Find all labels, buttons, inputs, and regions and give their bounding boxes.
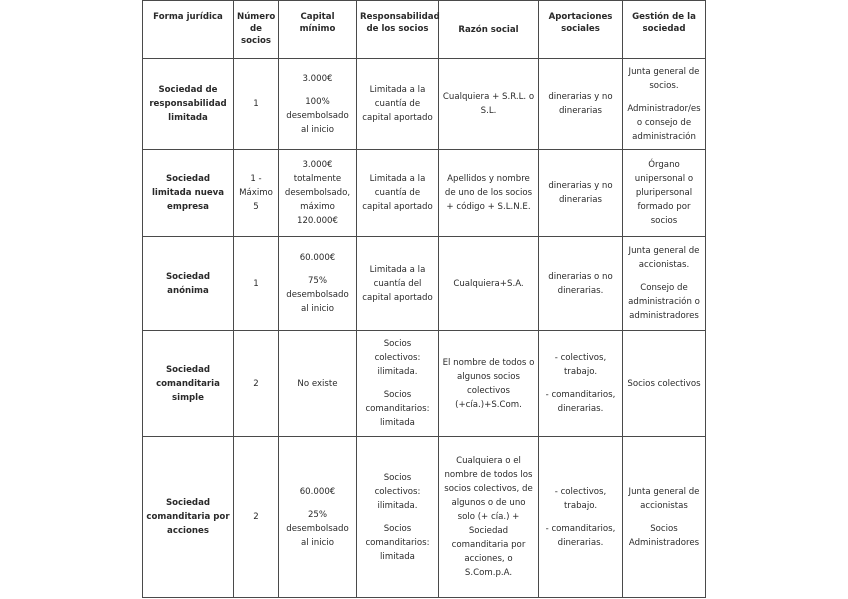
cell-text: Junta general de accionistas: [628, 486, 700, 511]
cell-text: 100% desembolsado al inicio: [286, 96, 349, 135]
cell-capital: [279, 237, 357, 331]
cell-text: 25% desembolsado al inicio: [286, 509, 349, 548]
cell-text: dinerarias o no dinerarias.: [548, 271, 613, 296]
cell-text: - colectivos, trabajo.: [554, 353, 607, 377]
cell-text: - colectivos, trabajo.: [554, 486, 607, 511]
cell-aportaciones: [539, 237, 623, 331]
cell-text: No existe: [297, 378, 338, 389]
header-responsabilidad: Responsabilidad de los socios: [357, 1, 439, 59]
cell-socios: 1: [234, 59, 279, 150]
cell-text: dinerarias y no dinerarias: [548, 92, 613, 116]
cell-text: Órgano unipersonal o pluripersonal formado por socios: [634, 160, 694, 226]
header-capital: Capital mínimo: [279, 1, 357, 59]
cell-forma: Sociedad comanditaria por acciones: [143, 437, 234, 598]
cell-gestion: [623, 331, 706, 437]
cell-gestion: [623, 59, 706, 150]
cell-aportaciones: [539, 331, 623, 437]
cell-aportaciones: [539, 150, 623, 237]
cell-text: Junta general de accionistas.: [628, 246, 700, 270]
cell-text: 3.000€ totalmente desembolsado, máximo 120.000€: [284, 160, 351, 226]
cell-text: Socios colectivos: ilimitada.: [374, 339, 421, 377]
table-row: [143, 331, 706, 437]
cell-text: 3.000€: [302, 73, 333, 84]
cell-text: - comanditarios, dinerarias.: [545, 523, 616, 548]
cell-text: 60.000€: [299, 253, 336, 263]
cell-capital: [279, 331, 357, 437]
cell-text: 75% desembolsado al inicio: [286, 276, 349, 314]
table-row: [143, 150, 706, 237]
header-row: [143, 1, 706, 59]
cell-socios: 2: [234, 331, 279, 437]
header-aportaciones: Aportaciones sociales: [539, 1, 623, 59]
cell-socios: 2: [234, 437, 279, 598]
cell-text: Limitada a la cuantía del capital aportado: [362, 264, 433, 303]
cell-razon: [439, 437, 539, 598]
table-row: [143, 237, 706, 331]
cell-gap: [360, 513, 435, 522]
cell-responsabilidad: [357, 331, 439, 437]
cell-text: Socios Administradores: [628, 523, 700, 548]
cell-gap: [626, 93, 702, 102]
cell-gap: [360, 379, 435, 388]
table-row: [143, 59, 706, 150]
cell-text: Socios colectivos: ilimitada.: [374, 472, 421, 511]
header-forma: Forma jurídica: [143, 1, 234, 59]
cell-gestion: [623, 150, 706, 237]
cell-capital: [279, 150, 357, 237]
cell-text: Administrador/es o consejo de administración: [627, 103, 701, 142]
cell-responsabilidad: [357, 237, 439, 331]
cell-text: Limitada a la cuantía de capital aportado: [362, 85, 433, 123]
cell-text: Socios comanditarios: limitada: [365, 523, 430, 562]
cell-gap: [542, 379, 619, 388]
cell-text: - comanditarios, dinerarias.: [545, 390, 616, 414]
cell-gestion: [623, 437, 706, 598]
cell-forma: Sociedad comanditaria simple: [143, 331, 234, 437]
cell-forma: Sociedad de responsabilidad limitada: [143, 59, 234, 150]
cell-socios: 1 - Máximo 5: [234, 150, 279, 237]
cell-socios: 1: [234, 237, 279, 331]
cell-razon: [439, 59, 539, 150]
cell-text: Socios comanditarios: limitada: [365, 390, 430, 428]
cell-razon: [439, 150, 539, 237]
cell-gestion: [623, 237, 706, 331]
cell-gap: [282, 86, 353, 95]
cell-razon: [439, 237, 539, 331]
cell-capital: [279, 59, 357, 150]
cell-gap: [542, 513, 619, 522]
cell-text: dinerarias y no dinerarias: [548, 181, 613, 205]
cell-razon: [439, 331, 539, 437]
cell-text: Socios colectivos: [627, 378, 701, 389]
cell-responsabilidad: [357, 437, 439, 598]
cell-text: Cualquiera o el nombre de todos los socios colectivos, de algunos o de uno solo (+ cía.) + Sociedad comanditaria por acciones, o S.Com.p.A.: [444, 456, 533, 578]
table-row: [143, 437, 706, 598]
cell-text: Junta general de socios.: [628, 66, 700, 91]
header-socios: Número de socios: [234, 1, 279, 59]
cell-text: Apellidos y nombre de uno de los socios + código + S.L.N.E.: [444, 174, 533, 212]
cell-text: Cualquiera+S.A.: [453, 278, 524, 289]
legal-forms-table-container: [142, 0, 705, 597]
cell-text: Limitada a la cuantía de capital aportado: [362, 174, 433, 212]
cell-gap: [282, 265, 353, 274]
cell-text: 60.000€: [299, 486, 336, 497]
cell-forma: Sociedad limitada nueva empresa: [143, 150, 234, 237]
cell-text: Cualquiera + S.R.L. o S.L.: [442, 92, 535, 116]
cell-responsabilidad: [357, 59, 439, 150]
legal-forms-table: [142, 0, 706, 598]
cell-responsabilidad: [357, 150, 439, 237]
cell-gap: [282, 499, 353, 508]
header-gestion: Gestión de la sociedad: [623, 1, 706, 59]
cell-forma: Sociedad anónima: [143, 237, 234, 331]
cell-text: Consejo de administración o administradores: [628, 283, 700, 321]
cell-text: El nombre de todos o algunos socios colectivos (+cía.)+S.Com.: [442, 357, 535, 410]
cell-aportaciones: [539, 59, 623, 150]
cell-gap: [626, 272, 702, 281]
cell-aportaciones: [539, 437, 623, 598]
cell-capital: [279, 437, 357, 598]
cell-gap: [626, 513, 702, 522]
header-razon: Razón social: [439, 1, 539, 59]
